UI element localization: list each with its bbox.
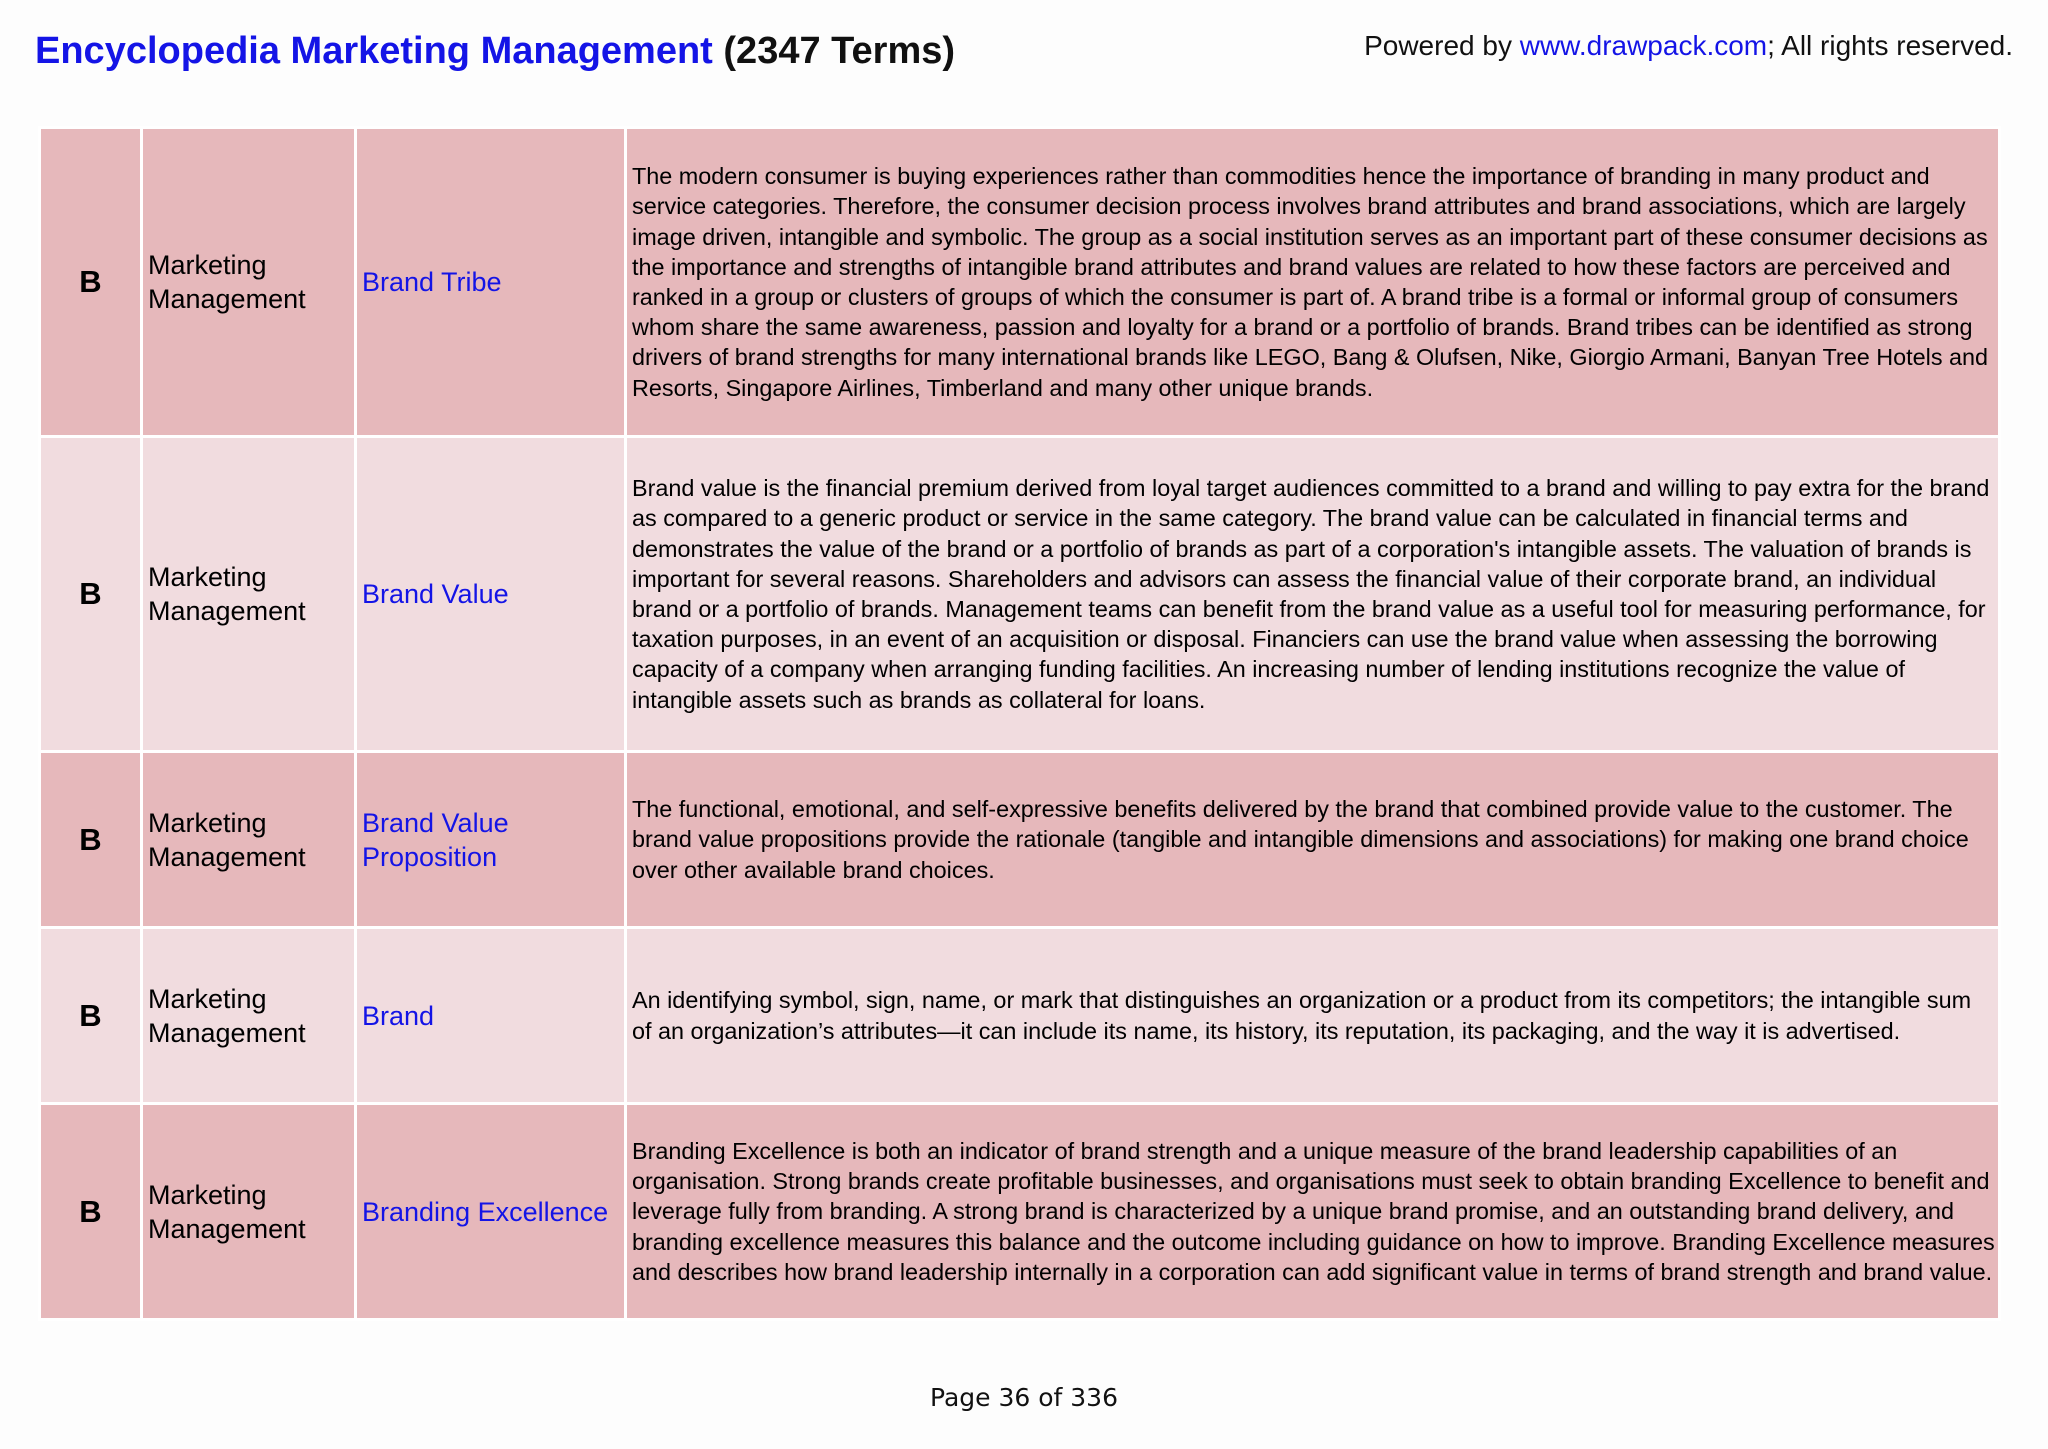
page-number: Page 36 of 336 bbox=[930, 1383, 1118, 1412]
table-row bbox=[40, 752, 2000, 928]
term-link[interactable]: Brand Value Proposition bbox=[356, 752, 626, 928]
powered-suffix: ; All rights reserved. bbox=[1767, 30, 2013, 61]
letter-cell: B bbox=[40, 1104, 142, 1320]
letter-cell: B bbox=[40, 437, 142, 752]
drawpack-link[interactable]: www.drawpack.com bbox=[1519, 30, 1768, 61]
description-cell: Brand value is the financial premium derived from loyal target audiences committed to a brand and willing to pay extra for the brand as compared to a generic product or service in the same category. The brand value can be calculated in financial terms and demonstrates the value of the brand or a portfolio of brands as part of a corporation's intangible assets. The valuation of brands is important for several reasons. Shareholders and advisors can assess the financial value of their corporate brand, an individual brand or a portfolio of brands. Management teams can benefit from the brand value as a useful tool for measuring performance, for taxation purposes, in an event of an acquisition or disposal. Financiers can use the brand value when assessing the borrowing capacity of a company when arranging funding facilities. An increasing number of lending institutions recognize the value of intangible assets such as brands as collateral for loans. bbox=[626, 437, 2000, 752]
description-cell: The modern consumer is buying experiences rather than commodities hence the importance of branding in many product and service categories. Therefore, the consumer decision process involves brand attributes and brand associations, which are largely image driven, intangible and symbolic. The group as a social institution serves as an important part of these consumer decisions as the importance and strengths of intangible brand attributes and brand values are related to how these factors are perceived and ranked in a group or clusters of groups of which the consumer is part of. A brand tribe is a formal or informal group of consumers whom share the same awareness, passion and loyalty for a brand or a portfolio of brands. Brand tribes can be identified as strong drivers of brand strengths for many international brands like LEGO, Bang & Olufsen, Nike, Giorgio Armani, Banyan Tree Hotels and Resorts, Singapore Airlines, Timberland and many other unique brands. bbox=[626, 128, 2000, 437]
term-count: (2347 Terms) bbox=[723, 30, 956, 72]
category-cell: Marketing Management bbox=[142, 128, 356, 437]
table-row bbox=[40, 928, 2000, 1104]
description-cell: The functional, emotional, and self-expressive benefits delivered by the brand that combined provide value to the customer. The brand value propositions provide the rationale (tangible and intangible dimensions and associations) for making one brand choice over other available brand choices. bbox=[626, 752, 2000, 928]
document-title bbox=[35, 30, 955, 73]
category-cell: Marketing Management bbox=[142, 928, 356, 1104]
title-link[interactable]: Encyclopedia Marketing Management bbox=[35, 30, 713, 72]
letter-cell: B bbox=[40, 128, 142, 437]
term-link[interactable]: Brand Tribe bbox=[356, 128, 626, 437]
term-link[interactable]: Branding Excellence bbox=[356, 1104, 626, 1320]
term-link[interactable]: Brand bbox=[356, 928, 626, 1104]
table-row bbox=[40, 128, 2000, 437]
term-link[interactable]: Brand Value bbox=[356, 437, 626, 752]
category-cell: Marketing Management bbox=[142, 752, 356, 928]
table-row bbox=[40, 1104, 2000, 1320]
letter-cell: B bbox=[40, 928, 142, 1104]
category-cell: Marketing Management bbox=[142, 437, 356, 752]
description-cell: An identifying symbol, sign, name, or mark that distinguishes an organization or a product from its competitors; the intangible sum of an organization’s attributes—it can include its name, its history, its reputation, its packaging, and the way it is advertised. bbox=[626, 928, 2000, 1104]
category-cell: Marketing Management bbox=[142, 1104, 356, 1320]
table-row bbox=[40, 437, 2000, 752]
terms-table bbox=[38, 126, 2001, 1321]
powered-prefix: Powered by bbox=[1364, 30, 1520, 61]
powered-by bbox=[1364, 30, 2013, 62]
description-cell: Branding Excellence is both an indicator of brand strength and a unique measure of the brand leadership capabilities of an organisation. Strong brands create profitable businesses, and organisations must seek to obtain branding Excellence to benefit and leverage fully from branding. A strong brand is characterized by a unique brand promise, and an outstanding brand delivery, and branding excellence measures this balance and the outcome including guidance on how to improve. Branding Excellence measures and describes how brand leadership internally in a corporation can add significant value in terms of brand strength and brand value. bbox=[626, 1104, 2000, 1320]
letter-cell: B bbox=[40, 752, 142, 928]
